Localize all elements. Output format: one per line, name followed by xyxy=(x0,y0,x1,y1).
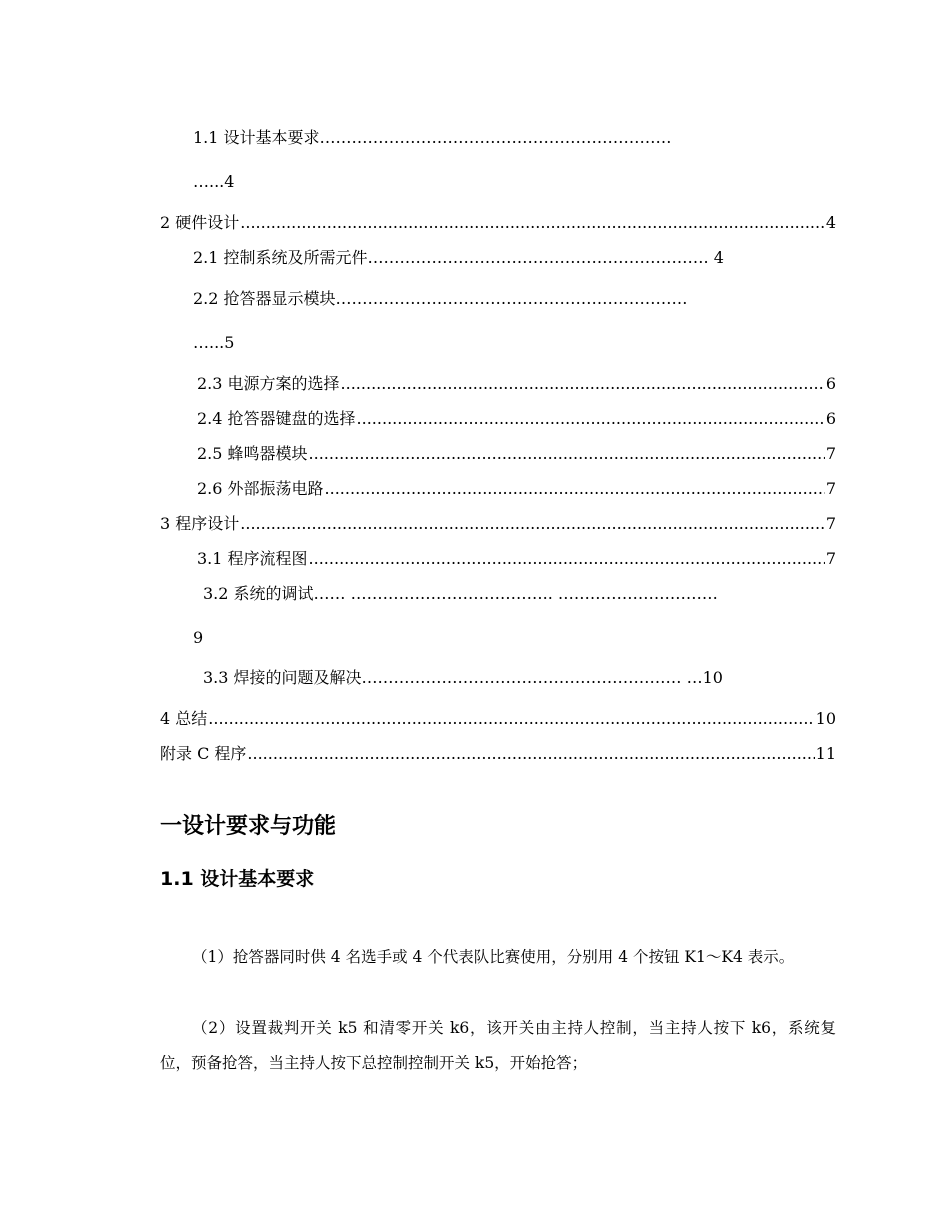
toc-entry-2-2-page: …...5 xyxy=(193,333,235,352)
toc-entry-2-3 xyxy=(197,374,836,394)
toc-entry-3 xyxy=(160,514,836,534)
toc-page: 4 xyxy=(825,213,836,232)
toc-entry-3-1 xyxy=(197,549,836,569)
toc-label: 2.6 外部振荡电路 xyxy=(197,479,324,498)
toc-label: 2.5 蜂鸣器模块 xyxy=(197,444,308,463)
toc-entry-2-1: 2.1 控制系统及所需元件………………………………………………………. 4 xyxy=(193,248,724,267)
toc-page: 7 xyxy=(825,444,836,463)
toc-label: 附录 C 程序 xyxy=(160,744,247,763)
chapter-heading: 一设计要求与功能 xyxy=(160,814,337,839)
toc-entry-1-1: 1.1 设计基本要求………………………………………………………… xyxy=(193,128,672,147)
toc-entry-2-6 xyxy=(197,479,836,499)
toc-label: 2.3 电源方案的选择 xyxy=(197,374,340,393)
toc-label: 2 硬件设计 xyxy=(160,213,240,232)
toc-entry-2-4 xyxy=(197,409,836,429)
toc-label: 3.1 程序流程图 xyxy=(197,549,308,568)
toc-entry-1-1-page: …...4 xyxy=(193,172,235,191)
toc-label: 3 程序设计 xyxy=(160,514,240,533)
toc-page: 6 xyxy=(825,374,836,393)
toc-entry-4 xyxy=(160,709,836,729)
paragraph-requirement-1: （1）抢答器同时供 4 名选手或 4 个代表队比赛使用，分别用 4 个按钮 K1～K4 表示。 xyxy=(192,948,795,966)
toc-page: 11 xyxy=(815,744,836,763)
toc-entry-3-2: 3.2 系统的调试…… ……………………………….. ………………………… xyxy=(203,584,718,603)
paragraph-requirement-2: （2）设置裁判开关 k5 和清零开关 k6，该开关由主持人控制，当主持人按下 k6，系统复位，预备抢答，当主持人按下总控制控制开关 k5，开始抢答； xyxy=(160,1019,836,1072)
toc-entry-3-2-page: 9 xyxy=(193,628,204,647)
toc-page: 7 xyxy=(825,549,836,568)
toc-page: 6 xyxy=(825,409,836,428)
section-heading: 1.1 设计基本要求 xyxy=(160,868,315,890)
toc-page: 7 xyxy=(825,479,836,498)
toc-page: 10 xyxy=(815,709,836,728)
toc-label: 4 总结 xyxy=(160,709,208,728)
toc-entry-3-3: 3.3 焊接的问题及解决…………………………………………………… …10 xyxy=(203,668,723,687)
toc-entry-2 xyxy=(160,213,836,233)
toc-entry-appendix xyxy=(160,744,836,764)
toc-entry-2-2: 2.2 抢答器显示模块………………………………………………………… xyxy=(193,289,688,308)
toc-page: 7 xyxy=(825,514,836,533)
toc-entry-2-5 xyxy=(197,444,836,464)
toc-label: 2.4 抢答器键盘的选择 xyxy=(197,409,356,428)
